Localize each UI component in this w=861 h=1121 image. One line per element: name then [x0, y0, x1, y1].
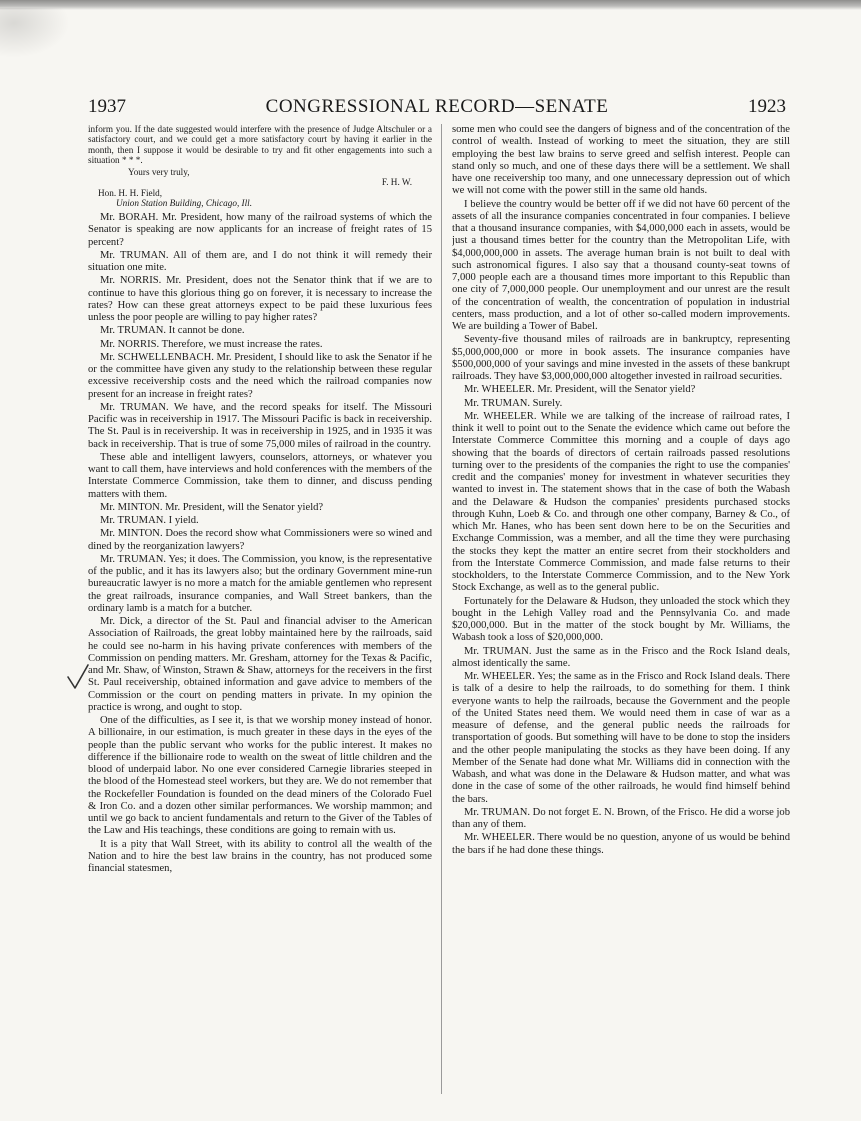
header-page-number: 1923 [748, 96, 786, 117]
paragraph: Mr. BORAH. Mr. President, how many of the railroad systems of which the Senator is speaking are now applicants for an increase of freight rates of 15 percent? [88, 212, 432, 248]
paragraph: These able and intelligent lawyers, counselors, attorneys, or whatever you want to call them, have interviews and hold conferences with the members of the Interstate Commerce Commission, take them to dinner, and discuss pending matters with them. [88, 451, 432, 500]
paragraph: Mr. TRUMAN. Just the same as in the Frisco and the Rock Island deals, almost identically the same. [452, 645, 790, 669]
left-column [88, 124, 432, 1099]
paragraph: I believe the country would be better off if we did not have 60 percent of the assets of all the insurance companies concentrated in four companies. I believe that a thousand insurance companies, with $4,000,000 each in assets, would be just a thousand times better for the country than the Metropolitan Life, with $4,000,000,000 in assets. The average human brain is not built to deal with such astronomical figures. I also say that a thousand county-seat towns of 7,000 people each are a thousand times more important to this Republic than one city of 7,000,000 people. Our unemployment and our unrest are the result of the concentration of wealth, the concentration of population in industrial centers, mass production, and a lot of other so-called modern improvements. We are building a Tower of Babel. [452, 198, 790, 332]
letter-address: Union Station Building, Chicago, Ill. [116, 198, 253, 209]
paragraph: It is a pity that Wall Street, with its ability to control all the wealth of the Nation and to hire the best law brains in the country, has not produced some financial statesmen, [88, 838, 432, 874]
paragraph: Mr. WHEELER. Mr. President, will the Senator yield? [464, 384, 696, 396]
paragraph: Mr. TRUMAN. We have, and the record speaks for itself. The Missouri Pacific was in receivership in 1917. The Missouri Pacific is back in receivership. The St. Paul is in receivership. It was in receivership in 1925, and in 1935 it was back in receivership. That is true of some 75,000 miles of railroad in the country. [88, 401, 432, 450]
paragraph: Mr. SCHWELLENBACH. Mr. President, I should like to ask the Senator if he or the committee have given any study to the relationship between these regular excessive receivership costs and the need which the railroad companies now present for an increase in freight rates? [88, 351, 432, 400]
paragraph: Mr. WHEELER. While we are talking of the increase of railroad rates, I think it well to point out to the Senate the evidence which came out before the Interstate Commerce Committee this morning and a couple of days ago showing that the boards of directors of certain railroads passed resolutions turning over to the presidents of the companies the right to use the companies' credit and the companies' money for investment in whatever securities they wanted to invest in. The statement shows that in the case of both the Wabash and the Delaware & Hudson the companies' presidents purchased stocks through Kuhn, Loeb & Co. and through one other company, Barney & Co., of which Mr. Hanes, who has been sent down here to be on the Securities and Exchange Commission, was a member, and all the time they were purchasing the stocks they kept the matter an entire secret from their stockholders and from the Interstate Commerce Commission, and made false returns to their stockholders, to the Interstate Commerce Commission, and to the New York Stock Exchange, as well as to the general public. [452, 410, 790, 594]
column-divider [441, 124, 442, 1094]
page-header [88, 96, 786, 122]
letter-addressee: Hon. H. H. Field, [98, 187, 163, 198]
paragraph: some men who could see the dangers of bigness and of the concentration of the control of wealth. Instead of working to meet the situation, they are still employing the best law brains to serve greed and selfish interest. People can stand only so much, and one of these days there will be a settlement. We shall have one receivership too many, and one unnecessary depression out of which we will not come with the power still in the same old hands. [452, 124, 790, 197]
paragraph: Fortunately for the Delaware & Hudson, they unloaded the stock which they bought in the Lehigh Valley road and the Pennsylvania Co. and made $20,000,000. But in the matter of the stock bought by Mr. Williams, the Wabash took a loss of $20,000,000. [452, 595, 790, 644]
letter-body: inform you. If the date suggested would interfere with the presence of Judge Altschuler or a satisfactory court, and we could get a more satisfactory court by having it earlier in the month, then I suppose it would be desirable to try and fit other engagements into such a situation * * *. [88, 124, 432, 166]
handwritten-checkmark-icon [66, 663, 90, 691]
letter-signature: F. H. W. [381, 177, 412, 188]
header-year: 1937 [88, 96, 126, 117]
paragraph: Mr. TRUMAN. It cannot be done. [100, 325, 245, 337]
paragraph: Mr. NORRIS. Mr. President, does not the Senator think that if we are to continue to have this glorious thing go on forever, it is necessary to increase the rates? How can these great attorneys expect to be paid these luxurious fees unless the poor people are willing to pay higher rates? [88, 275, 432, 323]
scan-smudge [0, 8, 70, 58]
paragraph: Mr. WHEELER. There would be no question, anyone of us would be behind the bars if he had done these things. [452, 832, 790, 856]
right-column [452, 124, 790, 1099]
scan-top-edge [0, 0, 861, 10]
paragraph: Mr. TRUMAN. Yes; it does. The Commission, you know, is the representative of the public, and it has its lawyers also; but the ordinary Government mine-run bureaucratic lawyer is no more a match for the amiable gentlemen who represent the great railroads, insurance companies, and Wall Street bankers, than the ordinary lamb is a match for a butcher. [88, 553, 432, 614]
paragraph: Mr. TRUMAN. Surely. [464, 397, 563, 409]
paragraph: Seventy-five thousand miles of railroads are in bankruptcy, representing $5,000,000,000 or more in book assets. The insurance companies have $500,000,000 of your savings and mine invested in the assets of these bankrupt railroads. They have $3,000,000,000 altogether invested in railroad securities. [452, 334, 790, 382]
paragraph: Mr. TRUMAN. Do not forget E. N. Brown, of the Frisco. He did a worse job than any of them. [452, 806, 790, 830]
paragraph: Mr. MINTON. Does the record show what Commissioners were so wined and dined by the reorganization lawyers? [88, 528, 432, 552]
paragraph: Mr. TRUMAN. All of them are, and I do not think it will remedy their situation one mite. [88, 249, 432, 273]
paragraph: Mr. TRUMAN. I yield. [100, 515, 199, 526]
paragraph: Mr. Dick, a director of the St. Paul and financial adviser to the American Association of Railroads, the great lobby maintained here by the railroads, said he could see no-harm in his having private conferences with members of the Commission on pending matters. Mr. Gresham, attorney for the Texas & Pacific, and Mr. Shaw, of Winston, Strawn & Shaw, attorneys for the receivers in the first St. Paul receivership, obtained information and gave advice to members of the Commission or the court on pending matters in private. In my opinion the practice is wrong, and ought to stop. [88, 616, 432, 713]
paragraph: Mr. MINTON. Mr. President, will the Senator yield? [100, 501, 324, 513]
paragraph: Mr. WHEELER. Yes; the same as in the Frisco and Rock Island deals. There is talk of a desire to help the railroads, to do something for them. I think everyone wants to help the railroads, because the Government and the people of the United States need them. We would need them in case of war as a measure of defense, and the general public needs the railroads for transportation of goods. But something will have to be done to stop the insiders and the other people manipulating the stocks as they have been doing. If any Member of the Senate had done what Mr. Williams did in connection with the Wabash, and what was done in the Delaware & Hudson matter, and what was done in the case of some of the other railroads, he would find himself behind the bars. [452, 671, 790, 805]
paragraph: One of the difficulties, as I see it, is that we worship money instead of honor. A billionaire, in our estimation, is much greater in these days in the eyes of the people than the public servant who works for the public interest. It makes no difference if the billionaire rode to wealth on the sweat of little children and the blood of underpaid labor. No one ever considered Carnegie libraries steeped in the blood of the Homestead steel workers, but they are. We do not remember that the Rockefeller Foundation is founded on the dead miners of the Colorado Fuel & Iron Co. and a dozen other similar performances. We worship mammon; and until we go back to ancient fundamentals and return to the Giver of the Tables of the Law and His teachings, these conditions are going to remain with us. [88, 715, 432, 837]
header-title: CONGRESSIONAL RECORD—SENATE [265, 96, 609, 117]
paragraph: Mr. NORRIS. Therefore, we must increase the rates. [100, 338, 323, 350]
letter-closing: Yours very truly, [128, 166, 190, 177]
